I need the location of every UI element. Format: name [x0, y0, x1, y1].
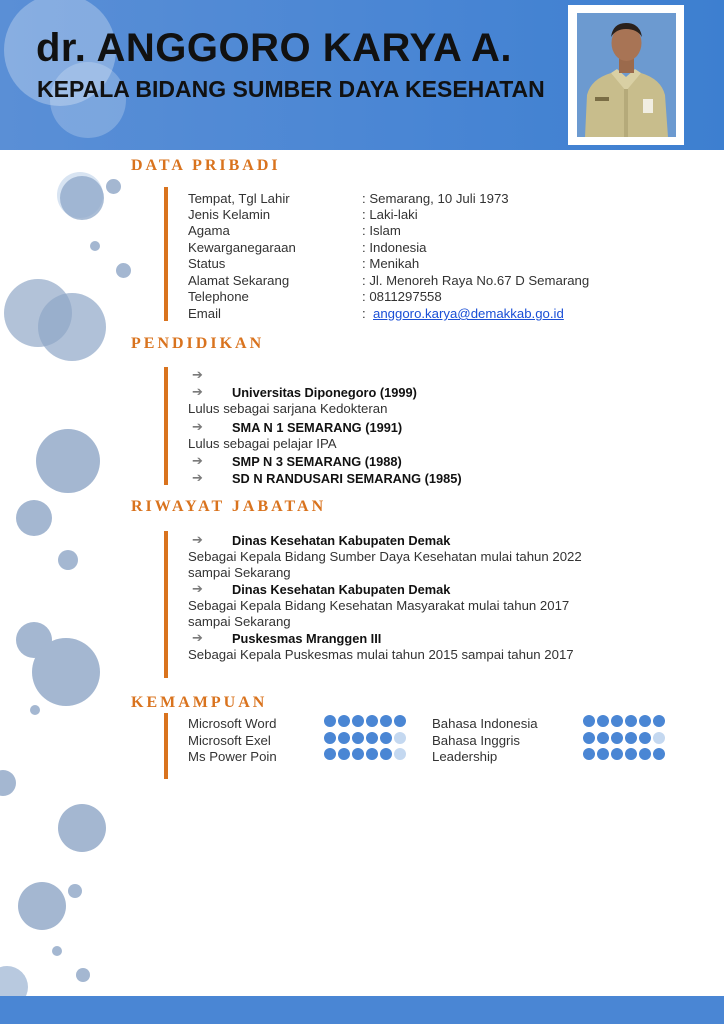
- rating-dot-filled: [583, 732, 595, 744]
- field-label: Agama: [188, 223, 230, 238]
- rating-dot-empty: [394, 748, 406, 760]
- position-place: Dinas Kesehatan Kabupaten Demak: [232, 582, 451, 597]
- rating-dot-empty: [653, 732, 665, 744]
- rating-dot-filled: [653, 715, 665, 727]
- education-school: Universitas Diponegoro (1999): [232, 385, 417, 400]
- field-label: Email: [188, 306, 221, 321]
- decor-circle: [18, 882, 66, 930]
- position-desc: sampai Sekarang: [188, 614, 291, 629]
- field-label: Status: [188, 256, 226, 271]
- rating-dot-filled: [352, 732, 364, 744]
- rating-dot-filled: [597, 715, 609, 727]
- decor-circle: [58, 550, 78, 570]
- position-desc: sampai Sekarang: [188, 565, 291, 580]
- skill-name: Microsoft Exel: [188, 733, 271, 748]
- decor-circle: [30, 705, 40, 715]
- rating-dot-filled: [324, 748, 336, 760]
- footer-bar: [0, 996, 724, 1024]
- rating-dot-filled: [597, 748, 609, 760]
- rating-dot-filled: [366, 732, 378, 744]
- skill-rating: [583, 748, 665, 760]
- decor-circle: [76, 968, 90, 982]
- arrow-right-icon: ➔: [192, 453, 203, 468]
- section-title-riwayat-jabatan: RIWAYAT JABATAN: [131, 498, 327, 515]
- section-accent-bar: [164, 713, 168, 779]
- arrow-right-icon: ➔: [192, 470, 203, 485]
- rating-dot-filled: [380, 715, 392, 727]
- job-title: KEPALA BIDANG SUMBER DAYA KESEHATAN: [37, 76, 545, 102]
- personal-row: [0, 191, 724, 207]
- section-title-data-pribadi: DATA PRIBADI: [131, 157, 281, 174]
- rating-dot-filled: [625, 715, 637, 727]
- field-value: : Indonesia: [362, 240, 427, 255]
- decor-circle: [58, 804, 106, 852]
- skill-rating: [583, 715, 665, 727]
- rating-dot-filled: [639, 732, 651, 744]
- education-desc: Lulus sebagai pelajar IPA: [188, 436, 337, 451]
- decor-circle: [36, 429, 100, 493]
- rating-dot-filled: [352, 748, 364, 760]
- rating-dot-filled: [639, 715, 651, 727]
- skill-rating: [324, 715, 406, 727]
- rating-dot-filled: [625, 748, 637, 760]
- profile-photo: [577, 13, 676, 137]
- field-label: Kewarganegaraan: [188, 240, 296, 255]
- decor-circle: [52, 946, 62, 956]
- rating-dot-empty: [394, 732, 406, 744]
- arrow-right-icon: ➔: [192, 581, 203, 596]
- skill-rating: [324, 748, 406, 760]
- field-value: : 0811297558: [362, 289, 442, 304]
- rating-dot-filled: [625, 732, 637, 744]
- rating-dot-filled: [611, 732, 623, 744]
- rating-dot-filled: [380, 748, 392, 760]
- arrow-right-icon: ➔: [192, 419, 203, 434]
- rating-dot-filled: [611, 748, 623, 760]
- rating-dot-filled: [338, 715, 350, 727]
- decor-circle: [68, 884, 82, 898]
- skill-name: Microsoft Word: [188, 716, 277, 731]
- personal-row: [0, 223, 724, 239]
- email-colon: :: [362, 306, 366, 321]
- rating-dot-filled: [352, 715, 364, 727]
- skill-rating: [583, 732, 665, 744]
- rating-dot-filled: [338, 732, 350, 744]
- position-place: Dinas Kesehatan Kabupaten Demak: [232, 533, 451, 548]
- education-desc: Lulus sebagai sarjana Kedokteran: [188, 401, 388, 416]
- personal-row: [0, 207, 724, 223]
- person-name: dr. ANGGORO KARYA A.: [36, 26, 512, 70]
- section-accent-bar: [164, 367, 168, 485]
- field-value: : Laki-laki: [362, 207, 418, 222]
- rating-dot-filled: [583, 715, 595, 727]
- decor-circle: [32, 638, 100, 706]
- rating-dot-filled: [324, 732, 336, 744]
- field-value: : Menikah: [362, 256, 420, 271]
- position-desc: Sebagai Kepala Puskesmas mulai tahun 2015 sampai tahun 2017: [188, 647, 574, 662]
- skill-name: Bahasa Inggris: [432, 733, 520, 748]
- field-value: : Jl. Menoreh Raya No.67 D Semarang: [362, 273, 590, 288]
- section-title-pendidikan: PENDIDIKAN: [131, 335, 265, 352]
- field-value: : Islam: [362, 223, 401, 238]
- arrow-right-icon: ➔: [192, 367, 203, 382]
- email-link[interactable]: anggoro.karya@demakkab.go.id: [373, 306, 564, 321]
- arrow-right-icon: ➔: [192, 630, 203, 645]
- field-value: [362, 306, 564, 321]
- education-school: SD N RANDUSARI SEMARANG (1985): [232, 471, 462, 486]
- arrow-right-icon: ➔: [192, 532, 203, 547]
- rating-dot-filled: [324, 715, 336, 727]
- section-title-kemampuan: KEMAMPUAN: [131, 694, 268, 711]
- field-value: : Semarang, 10 Juli 1973: [362, 191, 509, 206]
- position-place: Puskesmas Mranggen III: [232, 631, 382, 646]
- field-label: Alamat Sekarang: [188, 273, 290, 288]
- skill-name: Bahasa Indonesia: [432, 716, 538, 731]
- rating-dot-filled: [611, 715, 623, 727]
- skill-name: Leadership: [432, 749, 498, 764]
- rating-dot-filled: [653, 748, 665, 760]
- rating-dot-filled: [639, 748, 651, 760]
- rating-dot-filled: [366, 715, 378, 727]
- rating-dot-filled: [338, 748, 350, 760]
- position-desc: Sebagai Kepala Bidang Sumber Daya Kesehatan mulai tahun 2022: [188, 549, 582, 564]
- section-accent-bar: [164, 531, 168, 678]
- rating-dot-filled: [597, 732, 609, 744]
- personal-row: [0, 306, 724, 322]
- decor-circle: [0, 770, 16, 796]
- field-label: Tempat, Tgl Lahir: [188, 191, 290, 206]
- decor-circle: [16, 500, 52, 536]
- personal-row: [0, 289, 724, 305]
- field-label: Jenis Kelamin: [188, 207, 271, 222]
- position-desc: Sebagai Kepala Bidang Kesehatan Masyarakat mulai tahun 2017: [188, 598, 570, 613]
- rating-dot-filled: [394, 715, 406, 727]
- personal-row: [0, 240, 724, 256]
- skill-rating: [324, 732, 406, 744]
- education-school: SMP N 3 SEMARANG (1988): [232, 454, 402, 469]
- arrow-right-icon: ➔: [192, 384, 203, 399]
- rating-dot-filled: [366, 748, 378, 760]
- rating-dot-filled: [380, 732, 392, 744]
- personal-row: [0, 273, 724, 289]
- personal-row: [0, 256, 724, 272]
- field-label: Telephone: [188, 289, 249, 304]
- rating-dot-filled: [583, 748, 595, 760]
- skill-name: Ms Power Poin: [188, 749, 277, 764]
- education-school: SMA N 1 SEMARANG (1991): [232, 420, 403, 435]
